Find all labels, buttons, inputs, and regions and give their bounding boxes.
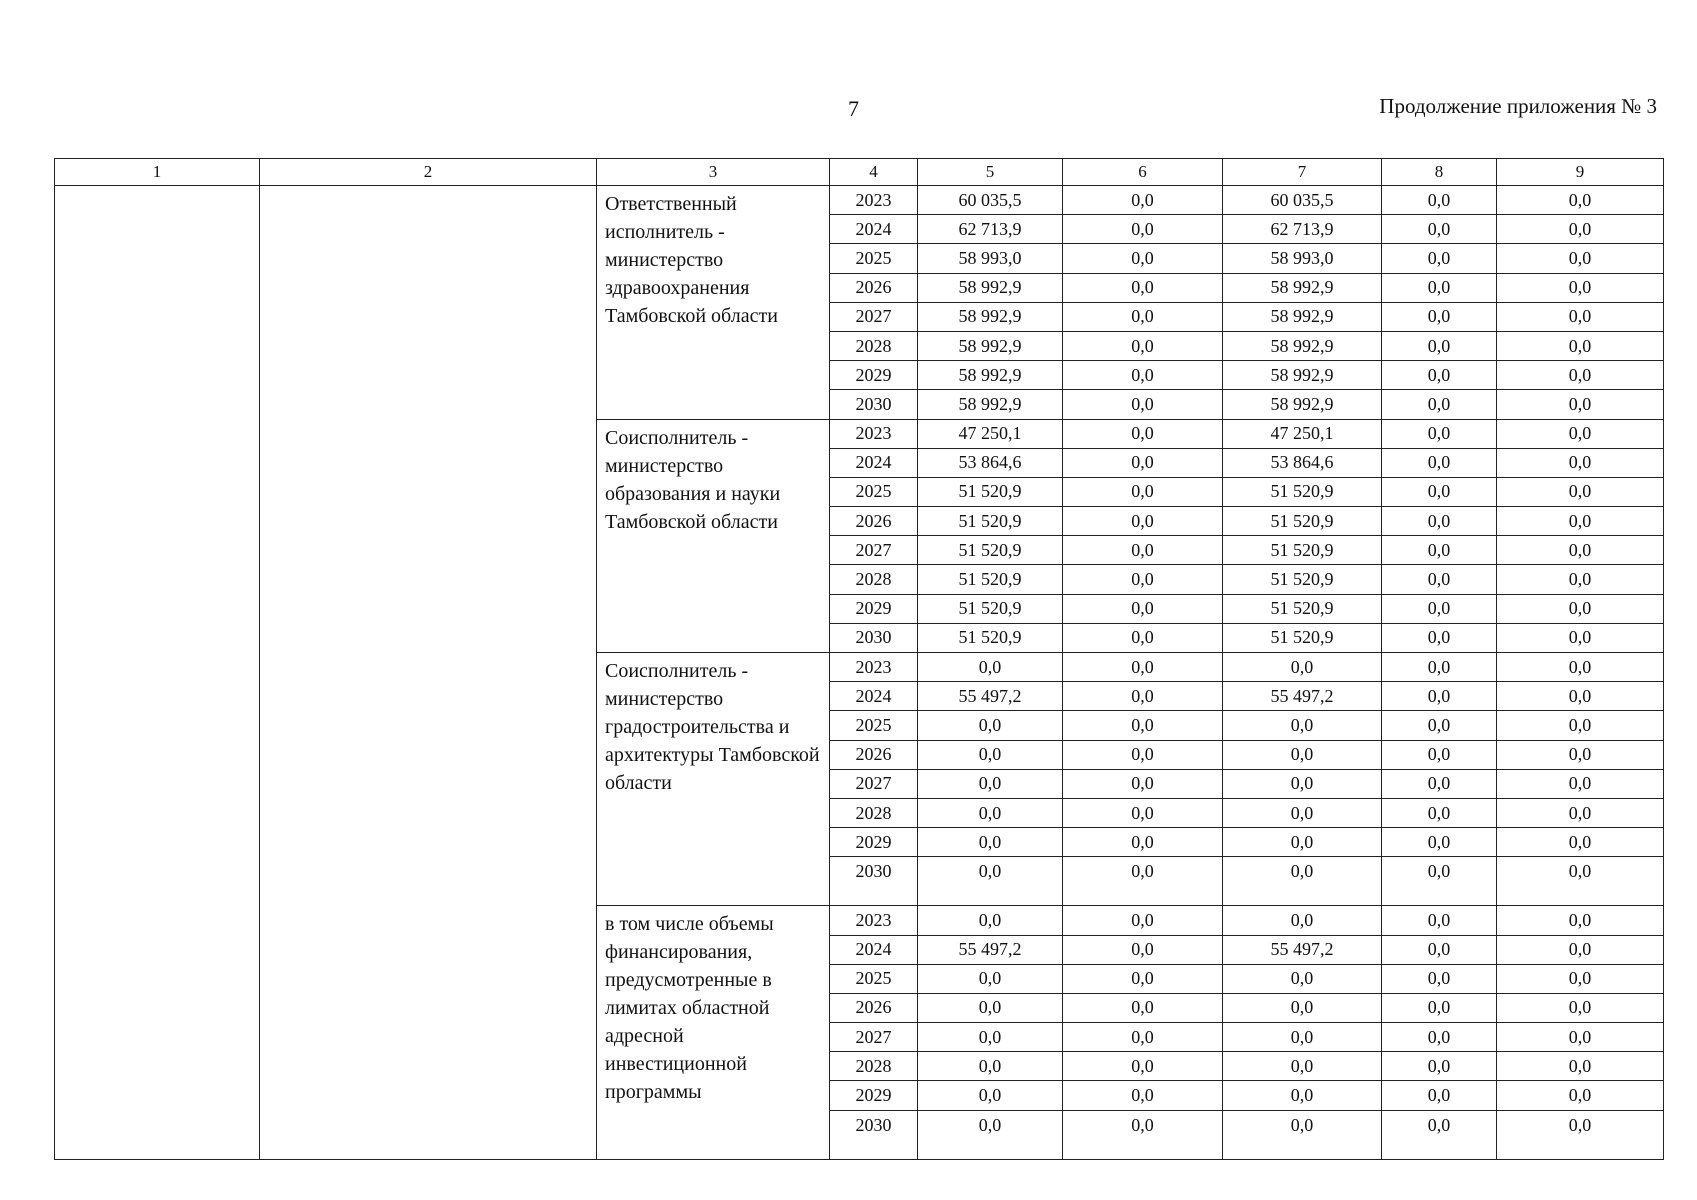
- value-cell-col7: 58 993,0: [1223, 244, 1382, 273]
- value-cell-col7: 0,0: [1223, 711, 1382, 740]
- column-header: 4: [830, 159, 918, 186]
- year-cell: 2029: [830, 828, 918, 857]
- value-cell-col6: 0,0: [1063, 594, 1223, 623]
- year-cell: 2023: [830, 906, 918, 935]
- column-header: 3: [597, 159, 830, 186]
- value-cell-col7: 58 992,9: [1223, 361, 1382, 390]
- value-cell-col5: 0,0: [918, 798, 1063, 827]
- value-cell-col8: 0,0: [1382, 798, 1497, 827]
- value-cell-col9: 0,0: [1497, 390, 1664, 419]
- value-cell-col6: 0,0: [1063, 1110, 1223, 1159]
- executor-cell: Ответственный исполнитель - министерство здравоохранения Тамбовской области: [597, 186, 830, 420]
- year-cell: 2030: [830, 623, 918, 652]
- year-cell: 2026: [830, 507, 918, 536]
- value-cell-col6: 0,0: [1063, 798, 1223, 827]
- value-cell-col6: 0,0: [1063, 993, 1223, 1022]
- value-cell-col8: 0,0: [1382, 477, 1497, 506]
- value-cell-col9: 0,0: [1497, 711, 1664, 740]
- value-cell-col8: 0,0: [1382, 964, 1497, 993]
- value-cell-col6: 0,0: [1063, 186, 1223, 215]
- year-cell: 2029: [830, 594, 918, 623]
- value-cell-col8: 0,0: [1382, 623, 1497, 652]
- value-cell-col5: 58 992,9: [918, 302, 1063, 331]
- year-cell: 2023: [830, 186, 918, 215]
- value-cell-col5: 55 497,2: [918, 682, 1063, 711]
- value-cell-col9: 0,0: [1497, 682, 1664, 711]
- value-cell-col9: 0,0: [1497, 507, 1664, 536]
- executor-cell: в том числе объемы финансирования, предусмотренные в лимитах областной адресной инвестиционной программы: [597, 906, 830, 1159]
- empty-column-2: [260, 186, 597, 1160]
- value-cell-col9: 0,0: [1497, 186, 1664, 215]
- value-cell-col7: 51 520,9: [1223, 477, 1382, 506]
- column-header: 6: [1063, 159, 1223, 186]
- value-cell-col8: 0,0: [1382, 857, 1497, 906]
- value-cell-col5: 51 520,9: [918, 507, 1063, 536]
- value-cell-col9: 0,0: [1497, 964, 1664, 993]
- value-cell-col5: 60 035,5: [918, 186, 1063, 215]
- value-cell-col9: 0,0: [1497, 828, 1664, 857]
- value-cell-col6: 0,0: [1063, 273, 1223, 302]
- value-cell-col8: 0,0: [1382, 711, 1497, 740]
- value-cell-col8: 0,0: [1382, 740, 1497, 769]
- year-cell: 2029: [830, 361, 918, 390]
- value-cell-col8: 0,0: [1382, 565, 1497, 594]
- value-cell-col9: 0,0: [1497, 594, 1664, 623]
- value-cell-col5: 0,0: [918, 769, 1063, 798]
- value-cell-col5: 47 250,1: [918, 419, 1063, 448]
- value-cell-col7: 62 713,9: [1223, 215, 1382, 244]
- value-cell-col5: 0,0: [918, 740, 1063, 769]
- table-row: [55, 186, 1664, 215]
- value-cell-col5: 0,0: [918, 993, 1063, 1022]
- value-cell-col8: 0,0: [1382, 1110, 1497, 1159]
- value-cell-col6: 0,0: [1063, 390, 1223, 419]
- year-cell: 2030: [830, 390, 918, 419]
- value-cell-col6: 0,0: [1063, 1052, 1223, 1081]
- value-cell-col9: 0,0: [1497, 740, 1664, 769]
- value-cell-col8: 0,0: [1382, 186, 1497, 215]
- value-cell-col9: 0,0: [1497, 653, 1664, 682]
- year-cell: 2025: [830, 244, 918, 273]
- year-cell: 2026: [830, 993, 918, 1022]
- value-cell-col9: 0,0: [1497, 623, 1664, 652]
- value-cell-col9: 0,0: [1497, 935, 1664, 964]
- value-cell-col6: 0,0: [1063, 1081, 1223, 1110]
- year-cell: 2028: [830, 798, 918, 827]
- value-cell-col7: 0,0: [1223, 653, 1382, 682]
- year-cell: 2025: [830, 477, 918, 506]
- value-cell-col5: 0,0: [918, 653, 1063, 682]
- value-cell-col8: 0,0: [1382, 935, 1497, 964]
- value-cell-col6: 0,0: [1063, 331, 1223, 360]
- value-cell-col6: 0,0: [1063, 361, 1223, 390]
- value-cell-col7: 58 992,9: [1223, 273, 1382, 302]
- value-cell-col6: 0,0: [1063, 623, 1223, 652]
- value-cell-col7: 0,0: [1223, 1110, 1382, 1159]
- value-cell-col6: 0,0: [1063, 565, 1223, 594]
- value-cell-col7: 55 497,2: [1223, 682, 1382, 711]
- value-cell-col9: 0,0: [1497, 1052, 1664, 1081]
- value-cell-col6: 0,0: [1063, 935, 1223, 964]
- value-cell-col9: 0,0: [1497, 906, 1664, 935]
- value-cell-col7: 0,0: [1223, 828, 1382, 857]
- empty-column-1: [55, 186, 260, 1160]
- value-cell-col5: 51 520,9: [918, 565, 1063, 594]
- table-body: [55, 186, 1664, 1160]
- year-cell: 2025: [830, 711, 918, 740]
- column-header: 1: [55, 159, 260, 186]
- value-cell-col8: 0,0: [1382, 594, 1497, 623]
- value-cell-col9: 0,0: [1497, 857, 1664, 906]
- year-cell: 2027: [830, 536, 918, 565]
- value-cell-col7: 51 520,9: [1223, 623, 1382, 652]
- value-cell-col7: 0,0: [1223, 1081, 1382, 1110]
- value-cell-col8: 0,0: [1382, 390, 1497, 419]
- value-cell-col6: 0,0: [1063, 828, 1223, 857]
- column-header: 7: [1223, 159, 1382, 186]
- value-cell-col7: 58 992,9: [1223, 302, 1382, 331]
- value-cell-col9: 0,0: [1497, 419, 1664, 448]
- value-cell-col9: 0,0: [1497, 993, 1664, 1022]
- value-cell-col6: 0,0: [1063, 857, 1223, 906]
- value-cell-col5: 58 992,9: [918, 390, 1063, 419]
- value-cell-col8: 0,0: [1382, 828, 1497, 857]
- value-cell-col5: 58 993,0: [918, 244, 1063, 273]
- value-cell-col8: 0,0: [1382, 215, 1497, 244]
- value-cell-col9: 0,0: [1497, 1110, 1664, 1159]
- value-cell-col9: 0,0: [1497, 331, 1664, 360]
- value-cell-col5: 0,0: [918, 828, 1063, 857]
- year-cell: 2027: [830, 1023, 918, 1052]
- executor-cell: Соисполнитель - министерство образования и науки Тамбовской области: [597, 419, 830, 653]
- value-cell-col8: 0,0: [1382, 536, 1497, 565]
- value-cell-col9: 0,0: [1497, 302, 1664, 331]
- value-cell-col5: 0,0: [918, 906, 1063, 935]
- column-header: 9: [1497, 159, 1664, 186]
- value-cell-col5: 0,0: [918, 711, 1063, 740]
- value-cell-col6: 0,0: [1063, 477, 1223, 506]
- value-cell-col5: 51 520,9: [918, 477, 1063, 506]
- year-cell: 2025: [830, 964, 918, 993]
- value-cell-col9: 0,0: [1497, 1081, 1664, 1110]
- value-cell-col8: 0,0: [1382, 273, 1497, 302]
- value-cell-col7: 0,0: [1223, 964, 1382, 993]
- year-cell: 2024: [830, 215, 918, 244]
- value-cell-col6: 0,0: [1063, 964, 1223, 993]
- value-cell-col7: 0,0: [1223, 769, 1382, 798]
- column-number-row: [55, 159, 1664, 186]
- value-cell-col8: 0,0: [1382, 507, 1497, 536]
- value-cell-col7: 60 035,5: [1223, 186, 1382, 215]
- value-cell-col8: 0,0: [1382, 993, 1497, 1022]
- value-cell-col7: 0,0: [1223, 906, 1382, 935]
- value-cell-col6: 0,0: [1063, 769, 1223, 798]
- value-cell-col6: 0,0: [1063, 906, 1223, 935]
- value-cell-col5: 55 497,2: [918, 935, 1063, 964]
- value-cell-col8: 0,0: [1382, 1052, 1497, 1081]
- column-header: 5: [918, 159, 1063, 186]
- value-cell-col7: 47 250,1: [1223, 419, 1382, 448]
- value-cell-col9: 0,0: [1497, 361, 1664, 390]
- financing-table: [54, 158, 1664, 1160]
- value-cell-col6: 0,0: [1063, 507, 1223, 536]
- value-cell-col7: 51 520,9: [1223, 507, 1382, 536]
- value-cell-col9: 0,0: [1497, 798, 1664, 827]
- value-cell-col5: 51 520,9: [918, 623, 1063, 652]
- value-cell-col8: 0,0: [1382, 769, 1497, 798]
- value-cell-col6: 0,0: [1063, 448, 1223, 477]
- value-cell-col9: 0,0: [1497, 215, 1664, 244]
- value-cell-col8: 0,0: [1382, 302, 1497, 331]
- year-cell: 2024: [830, 448, 918, 477]
- value-cell-col7: 0,0: [1223, 993, 1382, 1022]
- year-cell: 2026: [830, 740, 918, 769]
- value-cell-col5: 51 520,9: [918, 594, 1063, 623]
- value-cell-col6: 0,0: [1063, 653, 1223, 682]
- year-cell: 2023: [830, 653, 918, 682]
- value-cell-col7: 0,0: [1223, 857, 1382, 906]
- value-cell-col8: 0,0: [1382, 653, 1497, 682]
- value-cell-col8: 0,0: [1382, 682, 1497, 711]
- year-cell: 2028: [830, 1052, 918, 1081]
- value-cell-col8: 0,0: [1382, 331, 1497, 360]
- value-cell-col5: 51 520,9: [918, 536, 1063, 565]
- value-cell-col6: 0,0: [1063, 711, 1223, 740]
- appendix-continuation-label: Продолжение приложения № 3: [1379, 94, 1657, 118]
- value-cell-col7: 0,0: [1223, 798, 1382, 827]
- value-cell-col5: 0,0: [918, 1023, 1063, 1052]
- value-cell-col5: 62 713,9: [918, 215, 1063, 244]
- value-cell-col7: 58 992,9: [1223, 390, 1382, 419]
- year-cell: 2028: [830, 331, 918, 360]
- value-cell-col6: 0,0: [1063, 244, 1223, 273]
- executor-cell: Соисполнитель - министерство градостроительства и архитектуры Тамбовской области: [597, 653, 830, 906]
- value-cell-col8: 0,0: [1382, 419, 1497, 448]
- year-cell: 2027: [830, 769, 918, 798]
- value-cell-col5: 58 992,9: [918, 361, 1063, 390]
- value-cell-col6: 0,0: [1063, 302, 1223, 331]
- value-cell-col9: 0,0: [1497, 477, 1664, 506]
- value-cell-col5: 53 864,6: [918, 448, 1063, 477]
- value-cell-col9: 0,0: [1497, 448, 1664, 477]
- value-cell-col6: 0,0: [1063, 682, 1223, 711]
- value-cell-col8: 0,0: [1382, 448, 1497, 477]
- value-cell-col9: 0,0: [1497, 769, 1664, 798]
- year-cell: 2027: [830, 302, 918, 331]
- year-cell: 2028: [830, 565, 918, 594]
- value-cell-col9: 0,0: [1497, 244, 1664, 273]
- value-cell-col8: 0,0: [1382, 244, 1497, 273]
- value-cell-col6: 0,0: [1063, 536, 1223, 565]
- year-cell: 2023: [830, 419, 918, 448]
- value-cell-col5: 58 992,9: [918, 331, 1063, 360]
- year-cell: 2029: [830, 1081, 918, 1110]
- value-cell-col6: 0,0: [1063, 419, 1223, 448]
- value-cell-col8: 0,0: [1382, 1081, 1497, 1110]
- value-cell-col9: 0,0: [1497, 273, 1664, 302]
- year-cell: 2030: [830, 857, 918, 906]
- value-cell-col7: 53 864,6: [1223, 448, 1382, 477]
- year-cell: 2024: [830, 682, 918, 711]
- value-cell-col8: 0,0: [1382, 906, 1497, 935]
- value-cell-col6: 0,0: [1063, 1023, 1223, 1052]
- value-cell-col5: 0,0: [918, 1052, 1063, 1081]
- value-cell-col7: 0,0: [1223, 1052, 1382, 1081]
- column-header: 2: [260, 159, 597, 186]
- value-cell-col6: 0,0: [1063, 740, 1223, 769]
- value-cell-col6: 0,0: [1063, 215, 1223, 244]
- page-number: 7: [848, 96, 859, 121]
- value-cell-col5: 0,0: [918, 857, 1063, 906]
- column-header: 8: [1382, 159, 1497, 186]
- year-cell: 2030: [830, 1110, 918, 1159]
- value-cell-col7: 51 520,9: [1223, 536, 1382, 565]
- year-cell: 2026: [830, 273, 918, 302]
- value-cell-col8: 0,0: [1382, 361, 1497, 390]
- year-cell: 2024: [830, 935, 918, 964]
- value-cell-col9: 0,0: [1497, 536, 1664, 565]
- value-cell-col7: 55 497,2: [1223, 935, 1382, 964]
- value-cell-col7: 51 520,9: [1223, 594, 1382, 623]
- value-cell-col7: 0,0: [1223, 740, 1382, 769]
- value-cell-col5: 0,0: [918, 1110, 1063, 1159]
- value-cell-col5: 0,0: [918, 1081, 1063, 1110]
- value-cell-col9: 0,0: [1497, 565, 1664, 594]
- value-cell-col7: 0,0: [1223, 1023, 1382, 1052]
- value-cell-col8: 0,0: [1382, 1023, 1497, 1052]
- value-cell-col9: 0,0: [1497, 1023, 1664, 1052]
- value-cell-col5: 58 992,9: [918, 273, 1063, 302]
- value-cell-col7: 51 520,9: [1223, 565, 1382, 594]
- value-cell-col7: 58 992,9: [1223, 331, 1382, 360]
- value-cell-col5: 0,0: [918, 964, 1063, 993]
